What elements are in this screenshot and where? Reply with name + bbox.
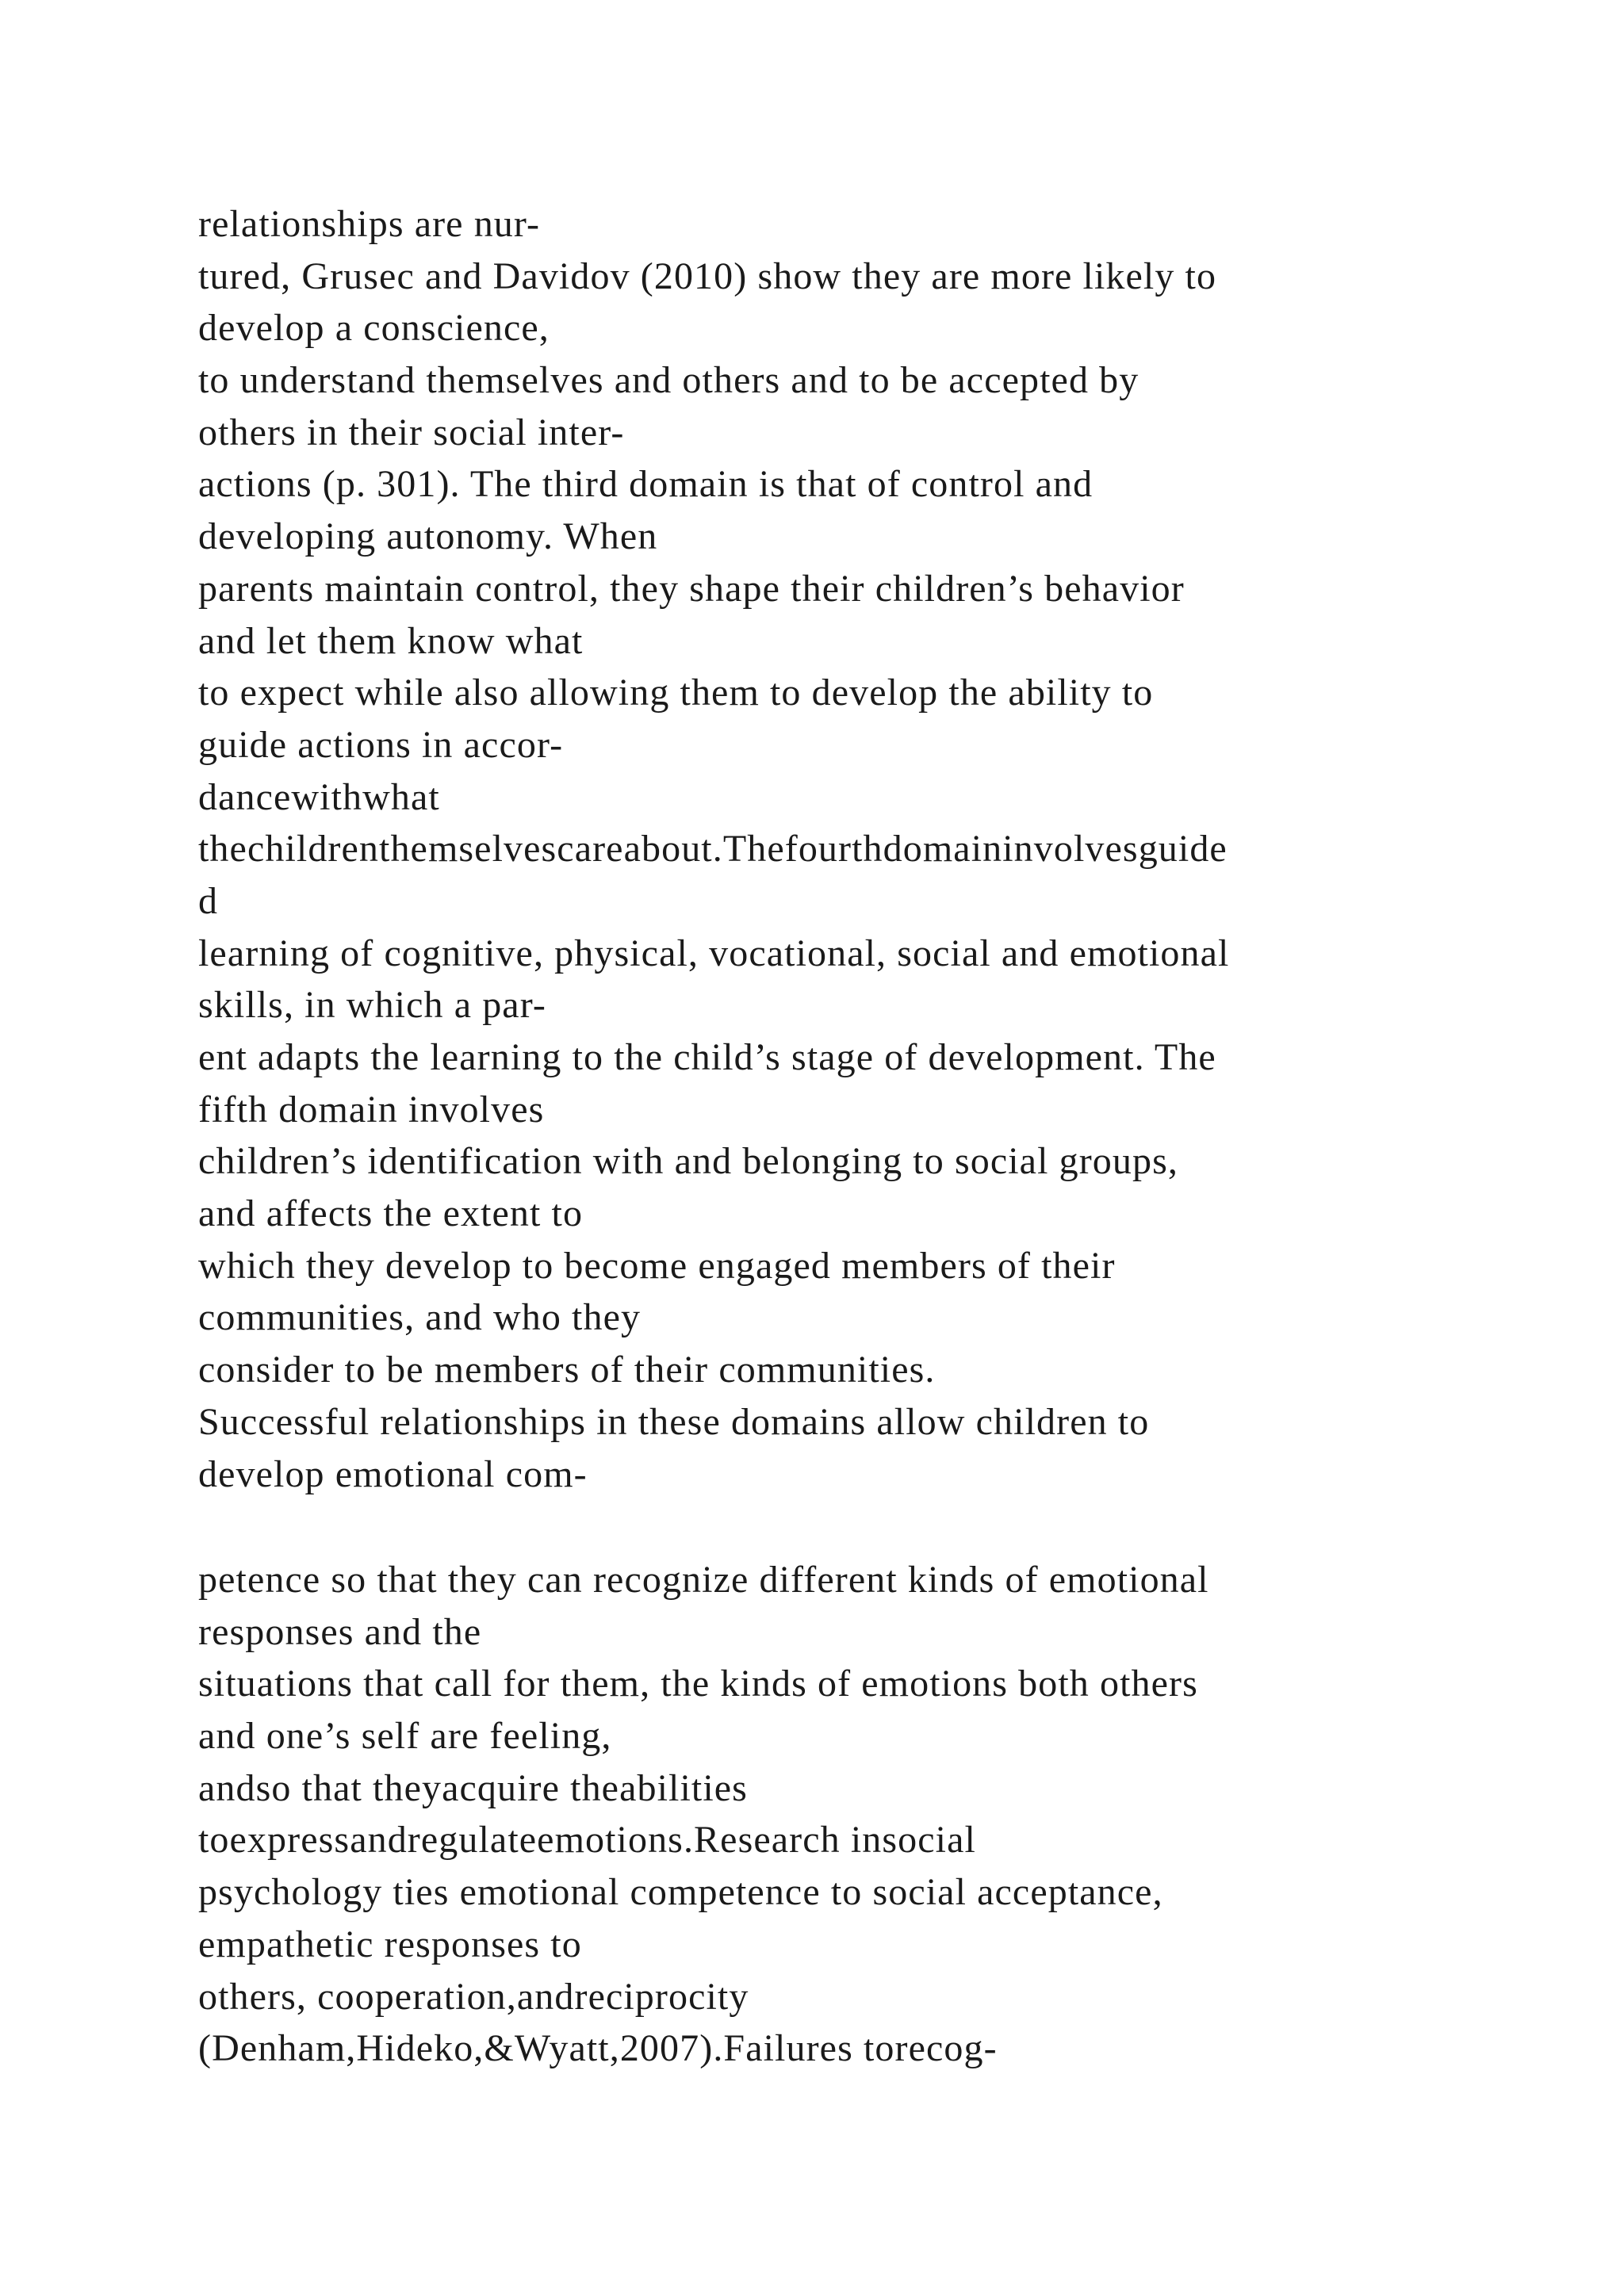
text-line: ent adapts the learning to the child’s stage of development. The: [198, 1036, 1216, 1078]
text-line: learning of cognitive, physical, vocational, social and emotional: [198, 932, 1230, 974]
text-line: to expect while also allowing them to develop the ability to: [198, 672, 1154, 714]
text-line: d: [198, 879, 219, 922]
text-line: actions (p. 301). The third domain is that of control and: [198, 463, 1094, 506]
text-line: consider to be members of their communities.: [198, 1349, 936, 1391]
text-line: develop emotional com-: [198, 1452, 588, 1495]
text-line: which they develop to become engaged members of their: [198, 1244, 1116, 1287]
text-line: communities, and who they: [198, 1296, 642, 1339]
text-line: (Denham,Hideko,&Wyatt,2007).Failures torecog-: [198, 2027, 998, 2070]
text-line: empathetic responses to: [198, 1923, 582, 1965]
text-line: develop a conscience,: [198, 307, 550, 350]
text-line: to understand themselves and others and to be accepted by: [198, 359, 1139, 402]
text-line: Successful relationships in these domains allow children to: [198, 1400, 1150, 1443]
text-line: developing autonomy. When: [198, 515, 658, 558]
text-line: guide actions in accor-: [198, 723, 564, 766]
text-line: andso that theyacquire theabilities: [198, 1766, 748, 1809]
text-line: toexpressandregulateemotions.Research insocial: [198, 1819, 976, 1862]
text-line: others in their social inter-: [198, 411, 625, 453]
text-line: fifth domain involves: [198, 1088, 545, 1131]
paragraph-1: [198, 198, 1507, 1500]
text-line: dancewithwhat: [198, 775, 440, 818]
text-line: tured, Grusec and Davidov (2010) show they are more likely to: [198, 254, 1217, 297]
paragraph-2: [198, 1554, 1507, 2075]
text-line: skills, in which a par-: [198, 984, 546, 1027]
text-line: relationships are nur-: [198, 203, 541, 245]
text-line: and affects the extent to: [198, 1192, 584, 1235]
text-line: responses and the: [198, 1610, 482, 1653]
text-line: psychology ties emotional competence to social acceptance,: [198, 1871, 1163, 1914]
text-line: and one’s self are feeling,: [198, 1715, 612, 1758]
text-line: parents maintain control, they shape their children’s behavior: [198, 567, 1185, 610]
text-line: thechildrenthemselvescareabout.Thefourthdomaininvolvesguide: [198, 828, 1228, 871]
text-line: children’s identification with and belonging to social groups,: [198, 1140, 1178, 1183]
text-line: situations that call for them, the kinds of emotions both others: [198, 1663, 1198, 1705]
text-line: petence so that they can recognize different kinds of emotional: [198, 1559, 1209, 1601]
text-line: and let them know what: [198, 619, 584, 662]
text-line: others, cooperation,andreciprocity: [198, 1975, 749, 2018]
